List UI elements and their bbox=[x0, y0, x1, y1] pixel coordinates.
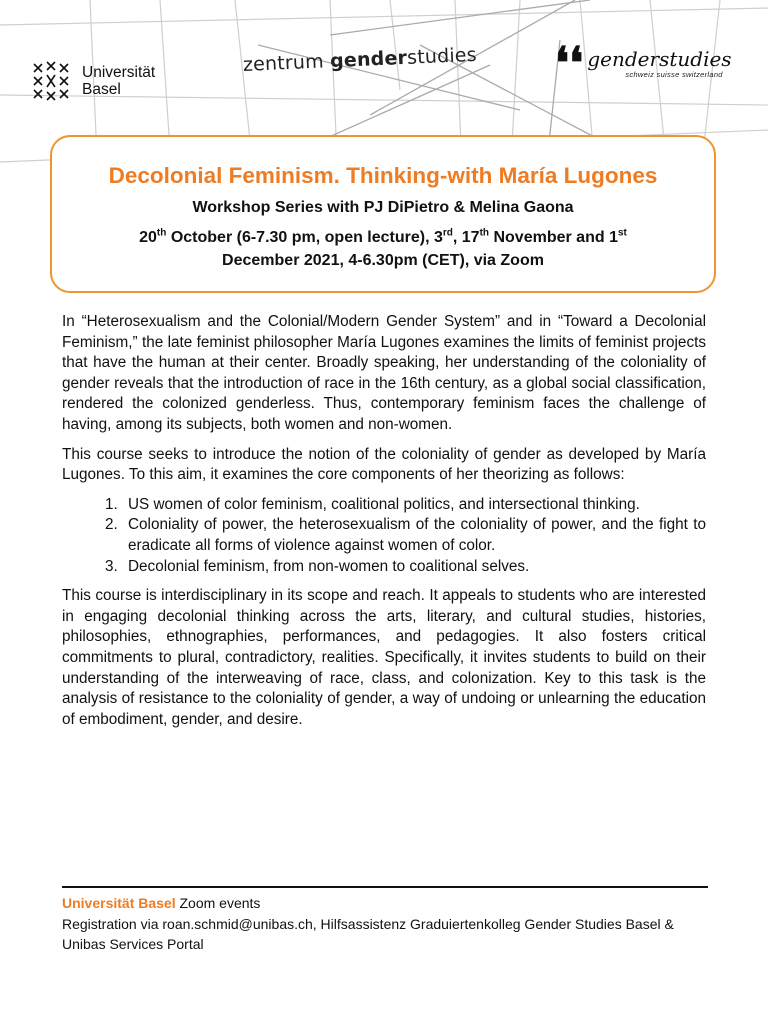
list-item: 2. Coloniality of power, the heterosexualism of the coloniality of power, and the fight to eradicate all forms of violence against women of color. bbox=[122, 515, 706, 556]
zentrum-prefix: zentrum bbox=[242, 50, 325, 76]
event-header-box bbox=[50, 135, 716, 293]
footer-org-name: Universität Basel bbox=[62, 895, 176, 911]
date-part: October (6-7.30 pm, open lecture), 3 bbox=[166, 229, 443, 246]
registration-info: Registration via roan.schmid@unibas.ch, Hilfsassistenz Graduiertenkolleg Gender Studies Basel & Unibas Services Portal bbox=[62, 915, 674, 952]
date-part: November and 1 bbox=[489, 229, 618, 246]
genderstudies-tagline: schweiz suisse switzerland bbox=[625, 70, 723, 79]
list-item: 1. US women of color feminism, coalitional politics, and intersectional thinking. bbox=[122, 495, 706, 516]
universitaet-basel-logo bbox=[28, 58, 155, 104]
event-subtitle: Workshop Series with PJ DiPietro & Melina Gaona bbox=[192, 199, 574, 216]
date-part: 20 bbox=[139, 229, 157, 246]
footer-divider bbox=[62, 886, 708, 888]
genderstudies-logo bbox=[555, 38, 732, 89]
universitaet-basel-wordmark bbox=[82, 64, 155, 98]
paragraph-intro: In “Heterosexualism and the Colonial/Modern Gender System” and in “Toward a Decolonial Feminism,” the late feminist philosopher María Lugones examines the limits of feminist projects that have the human at their center. Broadly speaking, her understanding of the coloniality of gender reveals that the introduction of race in the 16th century, as a global social classification, rendered the colonized genderless. Thus, contemporary feminism faces the challenge of having, among its subjects, both women and non-women. bbox=[62, 313, 706, 433]
date-part: , 17 bbox=[452, 229, 480, 246]
list-item: 3. Decolonial feminism, from non-women to coalitional selves. bbox=[122, 557, 706, 578]
date-superscript: th bbox=[156, 227, 167, 239]
universitaet-basel-emblem-icon bbox=[28, 58, 74, 104]
date-superscript: th bbox=[479, 227, 490, 239]
topics-list bbox=[62, 495, 706, 577]
zentrum-suffix: studies bbox=[406, 43, 478, 69]
date-part: December 2021, 4-6.30pm (CET), via Zoom bbox=[222, 252, 544, 269]
event-title: Decolonial Feminism. Thinking-with María Lugones bbox=[108, 163, 658, 188]
unibas-line1: Universität bbox=[82, 64, 156, 81]
event-dates bbox=[52, 226, 714, 272]
genderstudies-wordmark: genderstudies bbox=[587, 47, 732, 71]
unibas-line2: Basel bbox=[82, 81, 121, 98]
footer bbox=[62, 893, 708, 955]
date-superscript: st bbox=[617, 227, 627, 239]
quote-mark-icon: ❛❛ bbox=[555, 38, 584, 89]
footer-org-suffix: Zoom events bbox=[175, 895, 261, 911]
zentrum-bold-word: gender bbox=[329, 46, 408, 73]
footer-org-line bbox=[62, 893, 708, 914]
date-superscript: rd bbox=[442, 227, 453, 239]
paragraph-scope: This course is interdisciplinary in its scope and reach. It appeals to students who are interested in engaging decolonial thinking across the arts, literary, and cultural studies, histories, philosophies, ethnographies, performances, and pedagogies. It also fosters critical commitments to plural, contradictory, realities. Specifically, it invites students to build on their understanding of the interweaving of race, class, and colonization. Key to this task is the analysis of resistance to the coloniality of gender, a way of undoing or unlearning the education of embodiment, gender, and desire. bbox=[62, 587, 706, 728]
paragraph-aims: This course seeks to introduce the notion of the coloniality of gender as developed by María Lugones. To this aim, it examines the core components of her theorizing as follows: bbox=[62, 445, 706, 484]
course-description bbox=[62, 312, 706, 739]
